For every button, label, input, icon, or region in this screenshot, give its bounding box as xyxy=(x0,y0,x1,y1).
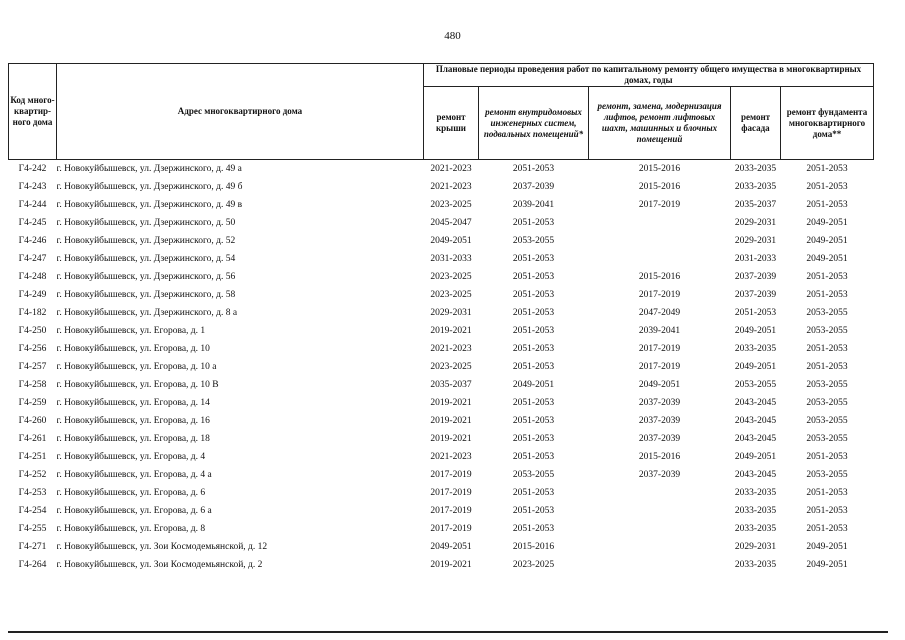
cell-systems: 2049-2051 xyxy=(512,380,555,390)
cell-roof: 2019-2021 xyxy=(430,326,472,336)
table-body xyxy=(9,160,874,575)
header-elevators: ремонт, замена, модернизация лифтов, ремонт лифтовых шахт, машинных и блочных помещений xyxy=(589,87,731,160)
page-number: 480 xyxy=(444,30,461,42)
cell-code: Г4-259 xyxy=(18,398,47,408)
cell-foundation: 2051-2053 xyxy=(806,344,848,354)
cell-systems: 2039-2041 xyxy=(512,200,555,210)
cell-foundation: 2051-2053 xyxy=(806,362,848,372)
cell-address: г. Новокуйбышевск, ул. Егорова, д. 1 xyxy=(56,326,206,336)
table-row xyxy=(9,268,874,286)
cell-roof: 2017-2019 xyxy=(430,488,472,498)
cell-elevators: 2047-2049 xyxy=(638,308,681,318)
cell-code: Г4-261 xyxy=(18,434,47,444)
cell-roof: 2023-2025 xyxy=(430,272,472,282)
cell-code: Г4-256 xyxy=(18,344,47,354)
cell-foundation: 2049-2051 xyxy=(806,560,848,570)
table-row xyxy=(9,214,874,232)
cell-systems: 2051-2053 xyxy=(512,308,555,318)
cell-elevators xyxy=(589,538,731,556)
cell-code: Г4-243 xyxy=(18,182,47,192)
cell-address: г. Новокуйбышевск, ул. Дзержинского, д. 49 а xyxy=(56,164,242,174)
cell-foundation: 2051-2053 xyxy=(806,452,848,462)
cell-address: г. Новокуйбышевск, ул. Дзержинского, д. 58 xyxy=(56,290,236,300)
cell-address: г. Новокуйбышевск, ул. Егорова, д. 6 xyxy=(56,488,206,498)
cell-elevators: 2039-2041 xyxy=(638,326,681,336)
cell-foundation: 2049-2051 xyxy=(806,218,848,228)
cell-code: Г4-248 xyxy=(18,272,47,282)
cell-roof: 2019-2021 xyxy=(430,560,472,570)
cell-code: Г4-271 xyxy=(18,542,47,552)
cell-code: Г4-250 xyxy=(18,326,47,336)
cell-elevators: 2037-2039 xyxy=(638,470,681,480)
cell-roof: 2023-2025 xyxy=(430,200,472,210)
cell-systems: 2051-2053 xyxy=(512,362,555,372)
cell-elevators: 2017-2019 xyxy=(638,200,681,210)
cell-roof: 2049-2051 xyxy=(430,542,472,552)
cell-systems: 2051-2053 xyxy=(512,488,555,498)
header-foundation: ремонт фундамента многоквартирного дома** xyxy=(781,87,874,160)
cell-roof: 2021-2023 xyxy=(430,182,472,192)
cell-systems: 2037-2039 xyxy=(512,182,555,192)
cell-foundation: 2051-2053 xyxy=(806,182,848,192)
cell-foundation: 2053-2055 xyxy=(806,416,848,426)
table-row xyxy=(9,556,874,574)
cell-code: Г4-254 xyxy=(18,506,47,516)
cell-systems: 2051-2053 xyxy=(512,416,555,426)
cell-elevators xyxy=(589,520,731,538)
cell-foundation: 2053-2055 xyxy=(806,470,848,480)
cell-code: Г4-246 xyxy=(18,236,47,246)
bottom-rule xyxy=(8,631,888,633)
cell-elevators: 2037-2039 xyxy=(638,434,681,444)
cell-address: г. Новокуйбышевск, ул. Дзержинского, д. 8 а xyxy=(56,308,238,318)
cell-facade: 2033-2035 xyxy=(734,164,777,174)
cell-systems: 2051-2053 xyxy=(512,272,555,282)
cell-code: Г4-251 xyxy=(18,452,47,462)
cell-code: Г4-252 xyxy=(18,470,47,480)
cell-systems: 2051-2053 xyxy=(512,524,555,534)
cell-roof: 2017-2019 xyxy=(430,506,472,516)
cell-roof: 2049-2051 xyxy=(430,236,472,246)
cell-facade: 2031-2033 xyxy=(734,254,777,264)
cell-address: г. Новокуйбышевск, ул. Егорова, д. 6 а xyxy=(56,506,212,516)
cell-systems: 2051-2053 xyxy=(512,326,555,336)
cell-code: Г4-247 xyxy=(18,254,47,264)
cell-foundation: 2053-2055 xyxy=(806,434,848,444)
cell-roof: 2021-2023 xyxy=(430,164,472,174)
cell-facade: 2049-2051 xyxy=(734,452,777,462)
cell-systems: 2053-2055 xyxy=(512,470,555,480)
cell-facade: 2049-2051 xyxy=(734,362,777,372)
table-row xyxy=(9,286,874,304)
cell-roof: 2023-2025 xyxy=(430,290,472,300)
cell-foundation: 2053-2055 xyxy=(806,380,848,390)
header-address: Адрес многоквартирного дома xyxy=(57,64,424,160)
cell-address: г. Новокуйбышевск, ул. Дзержинского, д. 56 xyxy=(56,272,236,282)
cell-address: г. Новокуйбышевск, ул. Егорова, д. 4 xyxy=(56,452,206,462)
cell-elevators: 2017-2019 xyxy=(638,290,681,300)
cell-systems: 2051-2053 xyxy=(512,164,555,174)
cell-systems: 2051-2053 xyxy=(512,254,555,264)
table-row xyxy=(9,340,874,358)
cell-systems: 2051-2053 xyxy=(512,398,555,408)
cell-facade: 2049-2051 xyxy=(734,326,777,336)
table-row xyxy=(9,394,874,412)
cell-facade: 2037-2039 xyxy=(734,290,777,300)
cell-roof: 2021-2023 xyxy=(430,452,472,462)
cell-roof: 2017-2019 xyxy=(430,524,472,534)
cell-code: Г4-244 xyxy=(18,200,47,210)
table-row xyxy=(9,304,874,322)
cell-elevators: 2015-2016 xyxy=(638,182,681,192)
cell-address: г. Новокуйбышевск, ул. Егорова, д. 8 xyxy=(56,524,206,534)
cell-facade: 2033-2035 xyxy=(734,506,777,516)
cell-facade: 2029-2031 xyxy=(734,218,777,228)
cell-systems: 2015-2016 xyxy=(512,542,555,552)
table-row xyxy=(9,412,874,430)
cell-code: Г4-249 xyxy=(18,290,47,300)
cell-address: г. Новокуйбышевск, ул. Дзержинского, д. 49 в xyxy=(56,200,243,210)
header-periods-group: Плановые периоды проведения работ по капитальному ремонту общего имущества в многоквартирных домах, годы xyxy=(424,64,874,87)
cell-facade: 2043-2045 xyxy=(734,434,777,444)
cell-address: г. Новокуйбышевск, ул. Егорова, д. 4 а xyxy=(56,470,212,480)
cell-facade: 2033-2035 xyxy=(734,524,777,534)
cell-facade: 2043-2045 xyxy=(734,416,777,426)
cell-code: Г4-182 xyxy=(18,308,47,318)
cell-roof: 2045-2047 xyxy=(430,218,472,228)
cell-elevators: 2037-2039 xyxy=(638,398,681,408)
cell-facade: 2051-2053 xyxy=(734,308,777,318)
cell-code: Г4-245 xyxy=(18,218,47,228)
cell-facade: 2033-2035 xyxy=(734,560,777,570)
cell-address: г. Новокуйбышевск, ул. Егорова, д. 14 xyxy=(56,398,210,408)
cell-foundation: 2051-2053 xyxy=(806,506,848,516)
table-row xyxy=(9,538,874,556)
cell-systems: 2051-2053 xyxy=(512,434,555,444)
cell-elevators: 2015-2016 xyxy=(638,452,681,462)
cell-roof: 2019-2021 xyxy=(430,434,472,444)
cell-elevators: 2015-2016 xyxy=(638,164,681,174)
cell-elevators xyxy=(589,232,731,250)
cell-elevators: 2017-2019 xyxy=(638,344,681,354)
cell-foundation: 2051-2053 xyxy=(806,200,848,210)
cell-systems: 2051-2053 xyxy=(512,452,555,462)
cell-address: г. Новокуйбышевск, ул. Дзержинского, д. 54 xyxy=(56,254,236,264)
table-row xyxy=(9,250,874,268)
table-header-group-row xyxy=(9,64,874,87)
cell-elevators xyxy=(589,484,731,502)
cell-foundation: 2053-2055 xyxy=(806,308,848,318)
cell-foundation: 2051-2053 xyxy=(806,164,848,174)
cell-facade: 2035-2037 xyxy=(734,200,777,210)
cell-address: г. Новокуйбышевск, ул. Егорова, д. 10 В xyxy=(56,380,219,390)
cell-foundation: 2049-2051 xyxy=(806,236,848,246)
cell-code: Г4-255 xyxy=(18,524,47,534)
cell-elevators xyxy=(589,214,731,232)
table-row xyxy=(9,448,874,466)
table-row xyxy=(9,160,874,179)
cell-address: г. Новокуйбышевск, ул. Егорова, д. 10 а xyxy=(56,362,217,372)
table-row xyxy=(9,178,874,196)
header-roof: ремонт крыши xyxy=(424,87,479,160)
cell-facade: 2037-2039 xyxy=(734,272,777,282)
cell-facade: 2033-2035 xyxy=(734,488,777,498)
cell-address: г. Новокуйбышевск, ул. Зои Космодемьянской, д. 12 xyxy=(56,542,268,552)
table-row xyxy=(9,196,874,214)
cell-roof: 2019-2021 xyxy=(430,416,472,426)
cell-roof: 2019-2021 xyxy=(430,398,472,408)
cell-elevators: 2017-2019 xyxy=(638,362,681,372)
table-row xyxy=(9,502,874,520)
cell-facade: 2029-2031 xyxy=(734,542,777,552)
cell-address: г. Новокуйбышевск, ул. Дзержинского, д. 52 xyxy=(56,236,236,246)
table-row xyxy=(9,520,874,538)
cell-roof: 2017-2019 xyxy=(430,470,472,480)
cell-foundation: 2053-2055 xyxy=(806,326,848,336)
cell-elevators xyxy=(589,250,731,268)
table-row xyxy=(9,466,874,484)
cell-facade: 2033-2035 xyxy=(734,344,777,354)
cell-address: г. Новокуйбышевск, ул. Егорова, д. 18 xyxy=(56,434,210,444)
cell-elevators: 2037-2039 xyxy=(638,416,681,426)
cell-foundation: 2049-2051 xyxy=(806,542,848,552)
cell-roof: 2021-2023 xyxy=(430,344,472,354)
cell-facade: 2043-2045 xyxy=(734,398,777,408)
cell-code: Г4-242 xyxy=(18,164,47,174)
table-row xyxy=(9,358,874,376)
cell-code: Г4-264 xyxy=(18,560,47,570)
cell-systems: 2051-2053 xyxy=(512,218,555,228)
capital-repair-schedule-table xyxy=(8,63,874,574)
cell-foundation: 2053-2055 xyxy=(806,398,848,408)
cell-roof: 2029-2031 xyxy=(430,308,472,318)
cell-address: г. Новокуйбышевск, ул. Дзержинского, д. 50 xyxy=(56,218,236,228)
cell-address: г. Новокуйбышевск, ул. Егорова, д. 16 xyxy=(56,416,210,426)
cell-elevators xyxy=(589,556,731,574)
cell-code: Г4-258 xyxy=(18,380,47,390)
cell-systems: 2023-2025 xyxy=(512,560,555,570)
cell-code: Г4-257 xyxy=(18,362,47,372)
table-row xyxy=(9,484,874,502)
cell-foundation: 2051-2053 xyxy=(806,488,848,498)
cell-elevators: 2015-2016 xyxy=(638,272,681,282)
cell-roof: 2035-2037 xyxy=(430,380,472,390)
table-row xyxy=(9,232,874,250)
cell-roof: 2023-2025 xyxy=(430,362,472,372)
header-code: Код много-квартир-ного дома xyxy=(9,64,57,160)
cell-address: г. Новокуйбышевск, ул. Дзержинского, д. 49 б xyxy=(56,182,243,192)
cell-address: г. Новокуйбышевск, ул. Зои Космодемьянской, д. 2 xyxy=(56,560,263,570)
cell-address: г. Новокуйбышевск, ул. Егорова, д. 10 xyxy=(56,344,210,354)
cell-systems: 2051-2053 xyxy=(512,290,555,300)
cell-systems: 2051-2053 xyxy=(512,506,555,516)
cell-foundation: 2051-2053 xyxy=(806,524,848,534)
cell-systems: 2051-2053 xyxy=(512,344,555,354)
table-row xyxy=(9,430,874,448)
cell-foundation: 2051-2053 xyxy=(806,290,848,300)
table-row xyxy=(9,376,874,394)
cell-elevators: 2049-2051 xyxy=(638,380,681,390)
header-facade: ремонт фасада xyxy=(731,87,781,160)
table-row xyxy=(9,322,874,340)
cell-facade: 2029-2031 xyxy=(734,236,777,246)
cell-facade: 2033-2035 xyxy=(734,182,777,192)
cell-foundation: 2049-2051 xyxy=(806,254,848,264)
cell-facade: 2043-2045 xyxy=(734,470,777,480)
cell-code: Г4-260 xyxy=(18,416,47,426)
cell-elevators xyxy=(589,502,731,520)
header-systems: ремонт внутридомовых инженерных систем, подвальных помещений* xyxy=(479,87,589,160)
cell-foundation: 2051-2053 xyxy=(806,272,848,282)
cell-code: Г4-253 xyxy=(18,488,47,498)
cell-systems: 2053-2055 xyxy=(512,236,555,246)
cell-facade: 2053-2055 xyxy=(734,380,777,390)
cell-roof: 2031-2033 xyxy=(430,254,472,264)
